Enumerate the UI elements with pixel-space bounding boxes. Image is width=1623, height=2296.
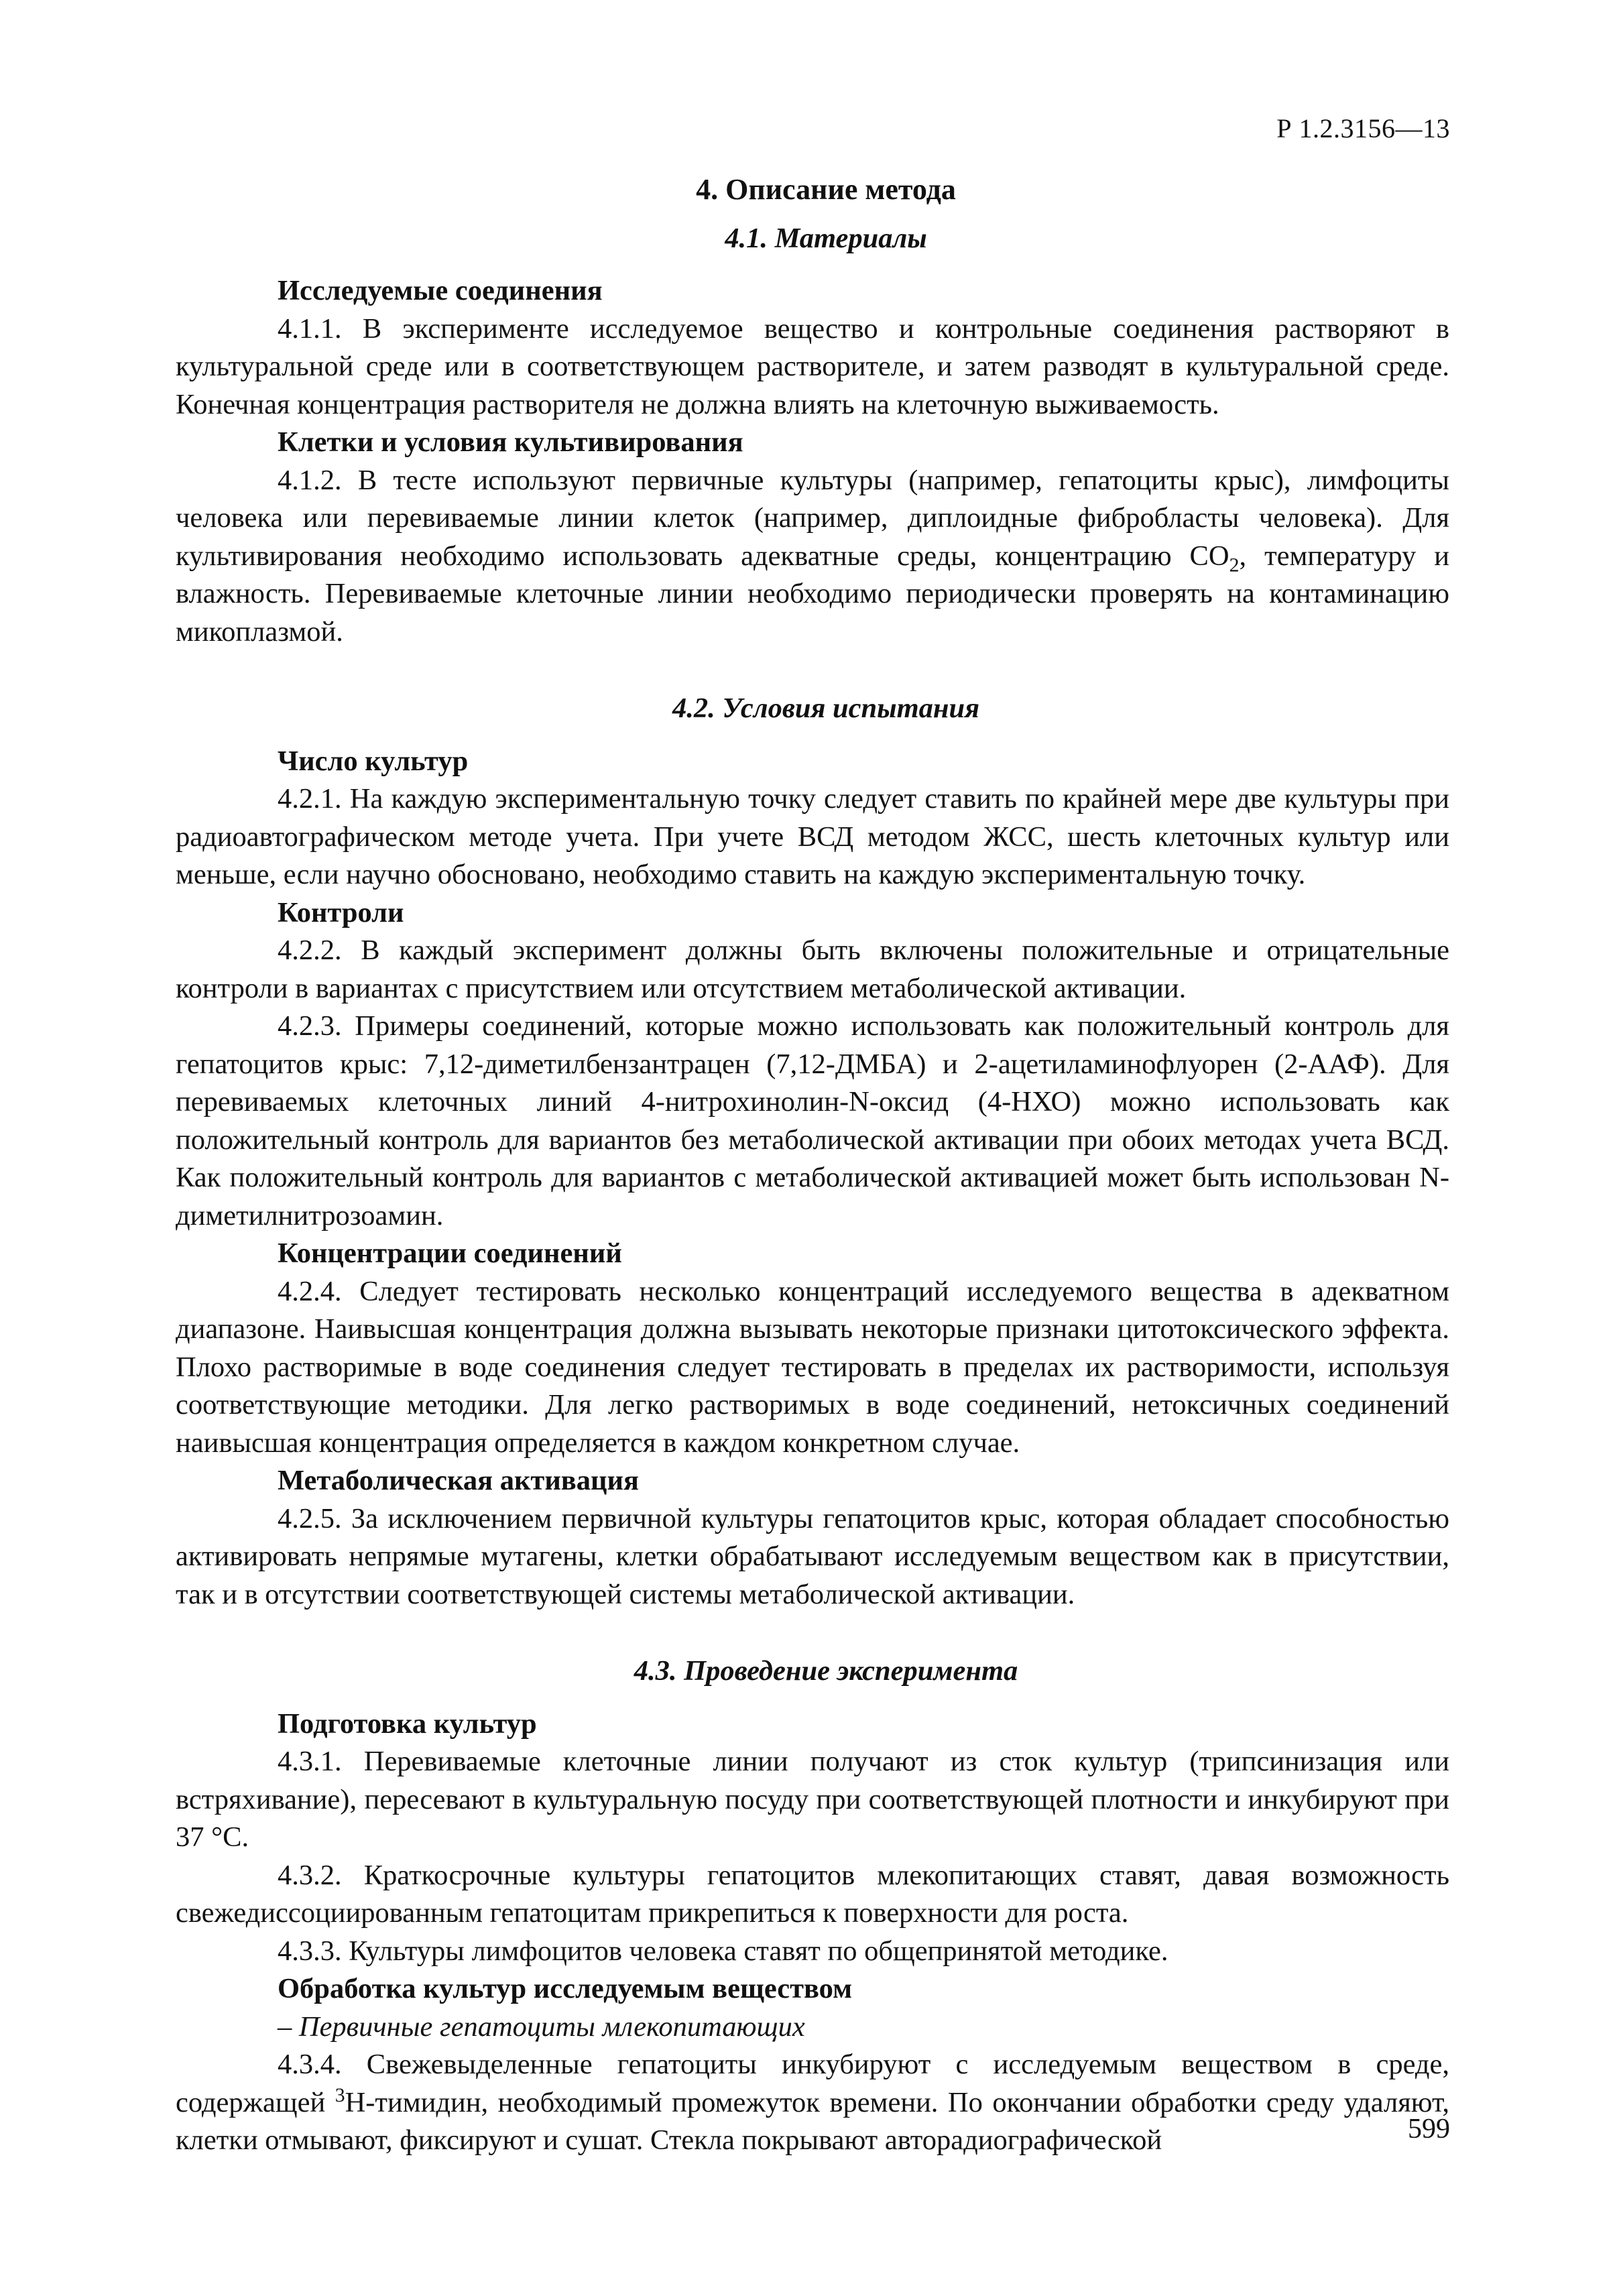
- document-code: Р 1.2.3156—13: [1276, 113, 1450, 143]
- tritium-superscript: 3: [335, 2083, 345, 2106]
- paragraph-4-2-3: 4.2.3. Примеры соединений, которые можно использовать как положительный контроль для гепатоцитов крыс: 7,12-диметилбензантрацен (7,12-ДМБА) и 2-ацетиламинофлуорен (2-ААФ). Для перевиваемых клеточных линий 4-нитрохинолин-N-оксид (4-НХО) можно использовать как положительный контроль для вариантов без метаболической активации при обоих методах учета ВСД. Как положительный контроль для вариантов с метаболической активацией может быть использован N-диметилнитрозоамин.: [176, 1010, 1449, 1231]
- heading-controls: Контроли: [278, 896, 404, 928]
- paragraph-4-1-2-part-a: 4.1.2. В тесте используют первичные культуры (например, гепатоциты крыс), лимфоциты человека или перевиваемые линии клеток (например, диплоидные фибробласты человека). Для культивирования необходимо использовать адекватные среды, концентрацию CO: [176, 464, 1449, 572]
- paragraph-4-1-2-part-b: , температуру и влажность. Перевиваемые клеточные линии необходимо периодически проверять на контаминацию микоплазмой.: [176, 540, 1449, 648]
- co2-subscript: 2: [1229, 554, 1240, 576]
- paragraph-4-2-5: 4.2.5. За исключением первичной культуры гепатоцитов крыс, которая обладает способностью активировать непрямые мутагены, клетки обрабатывают исследуемым веществом как в присутствии, так и в отсутствии соответствующей системы метаболической активации.: [176, 1502, 1449, 1610]
- paragraph-4-3-1: 4.3.1. Перевиваемые клеточные линии получают из сток культур (трипсинизация или встряхивание), пересевают в культуральную посуду при соответствующей плотности и инкубируют при 37 °С.: [176, 1746, 1449, 1853]
- paragraph-4-3-4-part-a: 4.3.4. Свежевыделенные гепатоциты инкубируют с исследуемым веществом в среде, содержащей: [176, 2049, 1449, 2118]
- heading-concentrations: Концентрации соединений: [278, 1237, 622, 1269]
- paragraph-4-2-4: 4.2.4. Следует тестировать несколько концентраций исследуемого вещества в адекватном диапазоне. Наивысшая концентрация должна вызывать некоторые признаки цитотоксического эффекта. Плохо растворимые в воде соединения следует тестировать в пределах их растворимости, используя соответствующие методики. Для легко растворимых в воде соединений, нетоксичных соединений наивысшая концентрация определяется в каждом конкретном случае.: [176, 1275, 1449, 1459]
- heading-number-of-cultures: Число культур: [278, 745, 469, 777]
- heading-treatment: Обработка культур исследуемым веществом: [278, 1973, 853, 2004]
- heading-cells: Клетки и условия культивирования: [278, 426, 743, 458]
- paragraph-4-1-1: 4.1.1. В эксперименте исследуемое вещество и контрольные соединения растворяют в культуральной среде или в соответствующем растворителе, и затем разводят в культуральной среде. Конечная концентрация растворителя не должна влиять на клеточную выживаемость.: [176, 312, 1449, 420]
- subsection-title-conditions: 4.2. Условия испытания: [672, 692, 980, 724]
- paragraph-4-1-2: [176, 462, 1449, 652]
- paragraph-4-2-1: 4.2.1. На каждую экспериментальную точку следует ставить по крайней мере две культуры при радиоавтографическом методе учета. При учете ВСД методом ЖСС, шесть клеточных культур или меньше, если научно обосновано, необходимо ставить на каждую экспериментальную точку.: [176, 783, 1449, 890]
- subsection-title-experiment: 4.3. Проведение эксперимента: [634, 1655, 1018, 1687]
- paragraph-4-3-4: [176, 2046, 1449, 2160]
- heading-culture-preparation: Подготовка культур: [278, 1707, 537, 1740]
- paragraph-4-3-2: 4.3.2. Краткосрочные культуры гепатоцитов млекопитающих ставят, давая возможность свежедиссоциированным гепатоцитам прикрепиться к поверхности для роста.: [176, 1859, 1449, 1929]
- paragraph-4-3-3: 4.3.3. Культуры лимфоцитов человека ставят по общепринятой методике.: [278, 1935, 1168, 1967]
- paragraph-4-3-4-part-b: Н-тимидин, необходимый промежуток времени. По окончании обработки среду удаляют, клетки отмывают, фиксируют и сушат. Стекла покрывают авторадиографической: [176, 2086, 1449, 2156]
- page-number: 599: [1408, 2114, 1450, 2144]
- heading-metabolic-activation: Метаболическая активация: [278, 1465, 639, 1496]
- page-content: [176, 171, 1449, 2160]
- item-primary-hepatocytes: – Первичные гепатоциты млекопитающих: [278, 2010, 805, 2043]
- subsection-title-materials: 4.1. Материалы: [725, 222, 927, 254]
- paragraph-4-2-2: 4.2.2. В каждый эксперимент должны быть включены положительные и отрицательные контроли в вариантах с присутствием или отсутствием метаболической активации.: [176, 934, 1449, 1004]
- section-title: 4. Описание метода: [696, 173, 956, 206]
- heading-compounds: Исследуемые соединения: [278, 275, 603, 306]
